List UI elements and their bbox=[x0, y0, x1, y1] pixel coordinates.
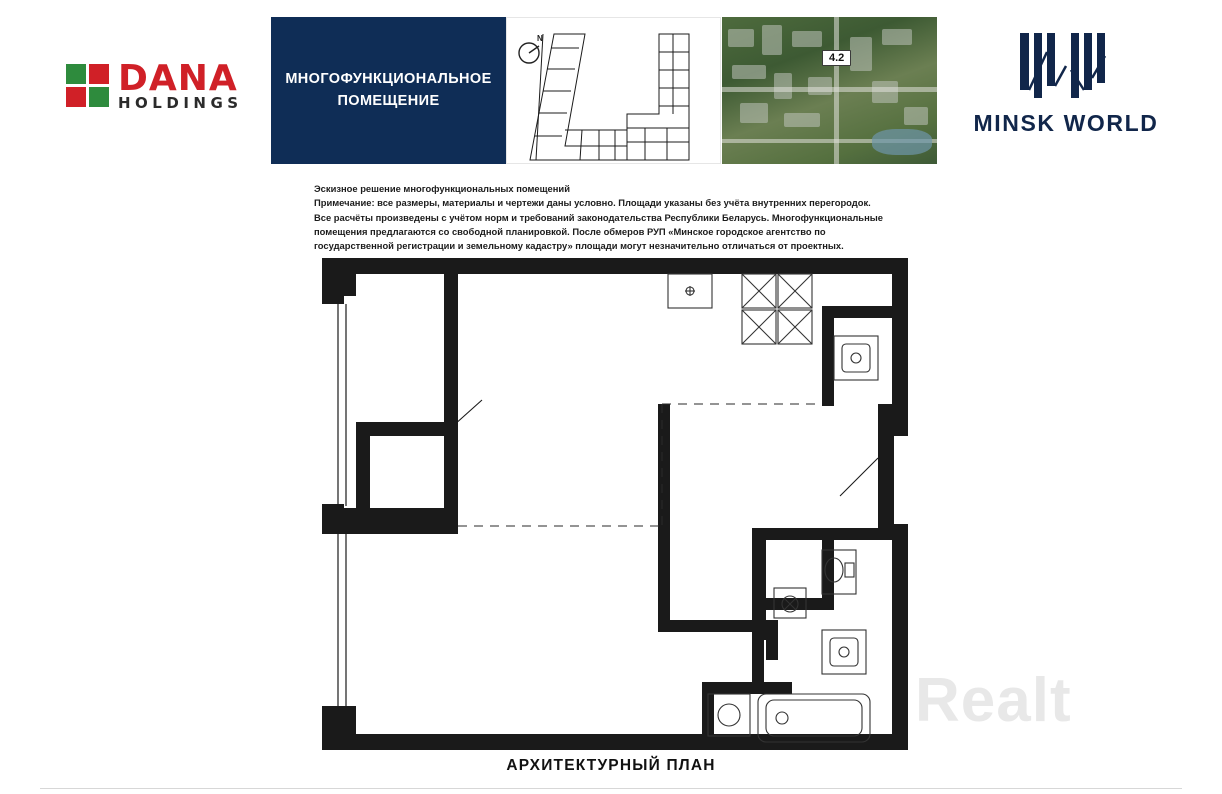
dana-squares-icon bbox=[66, 64, 110, 108]
minsk-world-wordmark: MINSK WORLD bbox=[973, 110, 1159, 136]
dana-holdings-logo bbox=[66, 60, 256, 115]
dana-subtitle: HOLDINGS bbox=[118, 94, 243, 112]
aerial-badge: 4.2 bbox=[822, 50, 851, 66]
bathroom-fixtures bbox=[708, 550, 870, 742]
title-line-2: ПОМЕЩЕНИЕ bbox=[337, 92, 440, 109]
architectural-plan bbox=[322, 258, 908, 750]
page-header bbox=[0, 0, 1222, 175]
compass-north-label: N bbox=[537, 34, 543, 43]
aerial-photo bbox=[722, 17, 937, 164]
realt-watermark bbox=[915, 665, 1072, 736]
minsk-world-logo bbox=[966, 28, 1166, 153]
note-line-4: государственной регистрации и земельному кадастру» площади могут незначительно отличаться от проектных. bbox=[314, 240, 844, 252]
title-line-1: МНОГОФУНКЦИОНАЛЬНОЕ bbox=[285, 71, 492, 88]
note-title: Эскизное решение многофункциональных помещений bbox=[314, 183, 570, 194]
footer-divider bbox=[40, 788, 1182, 789]
plan-glazing bbox=[338, 276, 454, 708]
keyplan-thumbnail bbox=[506, 17, 721, 164]
kitchen-fixtures bbox=[668, 274, 878, 380]
title-block bbox=[271, 17, 506, 164]
floor-plan-drawing bbox=[322, 258, 908, 750]
note-line-1: Примечание: все размеры, материалы и чертежи даны условно. Площади указаны без учёта внутренних перегородок. bbox=[314, 197, 871, 209]
dana-wordmark: DANA bbox=[118, 58, 238, 99]
plan-zoning-dashed bbox=[458, 274, 822, 526]
realt-watermark-text: Realt bbox=[915, 666, 1072, 735]
note-line-2: Все расчёты произведены с учётом норм и требований законодательства Республики Беларусь. Многофункциональные bbox=[314, 211, 883, 223]
plan-caption: АРХИТЕКТУРНЫЙ ПЛАН bbox=[506, 757, 716, 774]
plan-walls bbox=[322, 258, 908, 750]
note-line-3: помещения предлагаются со свободной планировкой. После обмеров РУП «Минское городское агентство по bbox=[314, 225, 826, 237]
disclaimer-note bbox=[314, 182, 939, 253]
minsk-world-mark-icon bbox=[1016, 28, 1116, 103]
